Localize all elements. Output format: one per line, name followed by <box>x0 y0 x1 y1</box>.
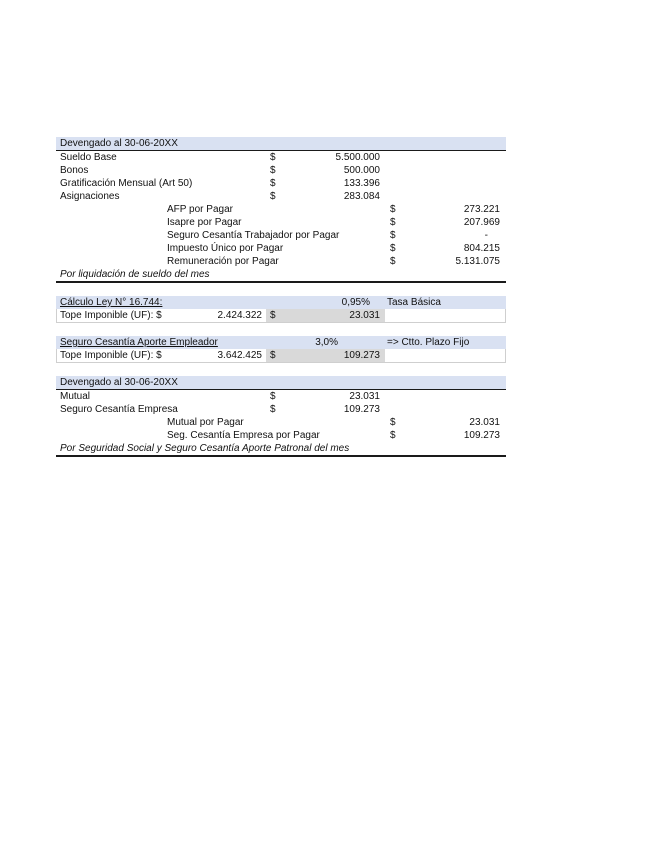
entry-note: Por liquidación de sueldo del mes <box>60 269 210 280</box>
credit-row <box>56 216 506 229</box>
debit-label: Bonos <box>60 165 89 176</box>
tope-label: Tope Imponible (UF): $ <box>60 310 162 321</box>
ley-result: 23.031 <box>349 310 380 321</box>
ley-rate-label: Tasa Básica <box>387 297 441 308</box>
debit-row <box>56 403 506 416</box>
section-header-label: Devengado al 30-06-20XX <box>60 138 178 149</box>
currency-symbol: $ <box>390 256 396 267</box>
entry-note: Por Seguridad Social y Seguro Cesantía Aporte Patronal del mes <box>60 443 350 454</box>
debit-label: Sueldo Base <box>60 152 117 163</box>
credit-row <box>56 203 506 216</box>
ley-title: Cálculo Ley N° 16.744: <box>60 297 163 308</box>
journal-entry-salaries <box>56 137 506 283</box>
currency-symbol: $ <box>270 404 276 415</box>
credit-amount: 273.221 <box>463 204 500 215</box>
tope-value: 2.424.322 <box>217 310 262 321</box>
ley-calculation <box>56 296 506 323</box>
section-header <box>56 137 506 151</box>
debit-label: Seguro Cesantía Empresa <box>60 404 178 415</box>
currency-symbol: $ <box>390 204 396 215</box>
credit-amount: 804.215 <box>463 243 500 254</box>
entry-note-row <box>56 268 506 283</box>
debit-label: Asignaciones <box>60 191 120 202</box>
tope-label: Tope Imponible (UF): $ <box>60 350 162 361</box>
seguro-result: 109.273 <box>343 350 380 361</box>
debit-amount: 133.396 <box>343 178 380 189</box>
debit-amount: 500.000 <box>343 165 380 176</box>
credit-amount: 109.273 <box>463 430 500 441</box>
seguro-tope-row <box>56 349 506 363</box>
debit-amount: 23.031 <box>349 391 380 402</box>
ley-tope-row <box>56 309 506 323</box>
section-header-label: Devengado al 30-06-20XX <box>60 377 178 388</box>
debit-row <box>56 190 506 203</box>
spreadsheet <box>56 137 506 457</box>
currency-symbol: $ <box>270 152 276 163</box>
debit-amount: 5.500.000 <box>335 152 380 163</box>
credit-label: Seguro Cesantía Trabajador por Pagar <box>167 230 340 241</box>
credit-row <box>56 255 506 268</box>
credit-row <box>56 429 506 442</box>
debit-label: Mutual <box>60 391 91 402</box>
currency-symbol: $ <box>270 391 276 402</box>
credit-label: Remuneración por Pagar <box>167 256 279 267</box>
debit-amount: 283.084 <box>343 191 380 202</box>
currency-symbol: $ <box>270 191 276 202</box>
seguro-title: Seguro Cesantía Aporte Empleador <box>60 337 218 348</box>
entry-note-row <box>56 442 506 457</box>
currency-symbol: $ <box>390 430 396 441</box>
tope-value: 3.642.425 <box>217 350 262 361</box>
credit-amount: 207.969 <box>463 217 500 228</box>
currency-symbol: $ <box>270 165 276 176</box>
seguro-rate: 3,0% <box>315 337 338 348</box>
currency-symbol: $ <box>270 310 276 321</box>
currency-symbol: $ <box>270 178 276 189</box>
currency-symbol: $ <box>270 350 276 361</box>
currency-symbol: $ <box>390 230 396 241</box>
seguro-header-row <box>56 336 506 349</box>
credit-amount: - <box>484 230 488 241</box>
currency-symbol: $ <box>390 217 396 228</box>
credit-amount: 5.131.075 <box>455 256 500 267</box>
journal-entry-social-security <box>56 376 506 457</box>
ley-rate: 0,95% <box>341 297 370 308</box>
credit-row <box>56 229 506 242</box>
debit-row <box>56 164 506 177</box>
currency-symbol: $ <box>390 243 396 254</box>
debit-row <box>56 151 506 164</box>
debit-label: Gratificación Mensual (Art 50) <box>60 178 193 189</box>
seguro-rate-label: => Ctto. Plazo Fijo <box>387 337 470 348</box>
debit-amount: 109.273 <box>343 404 380 415</box>
ley-header-row <box>56 296 506 309</box>
credit-amount: 23.031 <box>469 417 500 428</box>
seguro-cesantia-calculation <box>56 336 506 363</box>
credit-row <box>56 242 506 255</box>
credit-label: Isapre por Pagar <box>167 217 242 228</box>
credit-label: Impuesto Único por Pagar <box>167 243 284 254</box>
debit-row <box>56 390 506 403</box>
credit-row <box>56 416 506 429</box>
currency-symbol: $ <box>390 417 396 428</box>
credit-label: AFP por Pagar <box>167 204 233 215</box>
credit-label: Mutual por Pagar <box>167 417 244 428</box>
debit-row <box>56 177 506 190</box>
section-header <box>56 376 506 390</box>
credit-label: Seg. Cesantía Empresa por Pagar <box>167 430 320 441</box>
